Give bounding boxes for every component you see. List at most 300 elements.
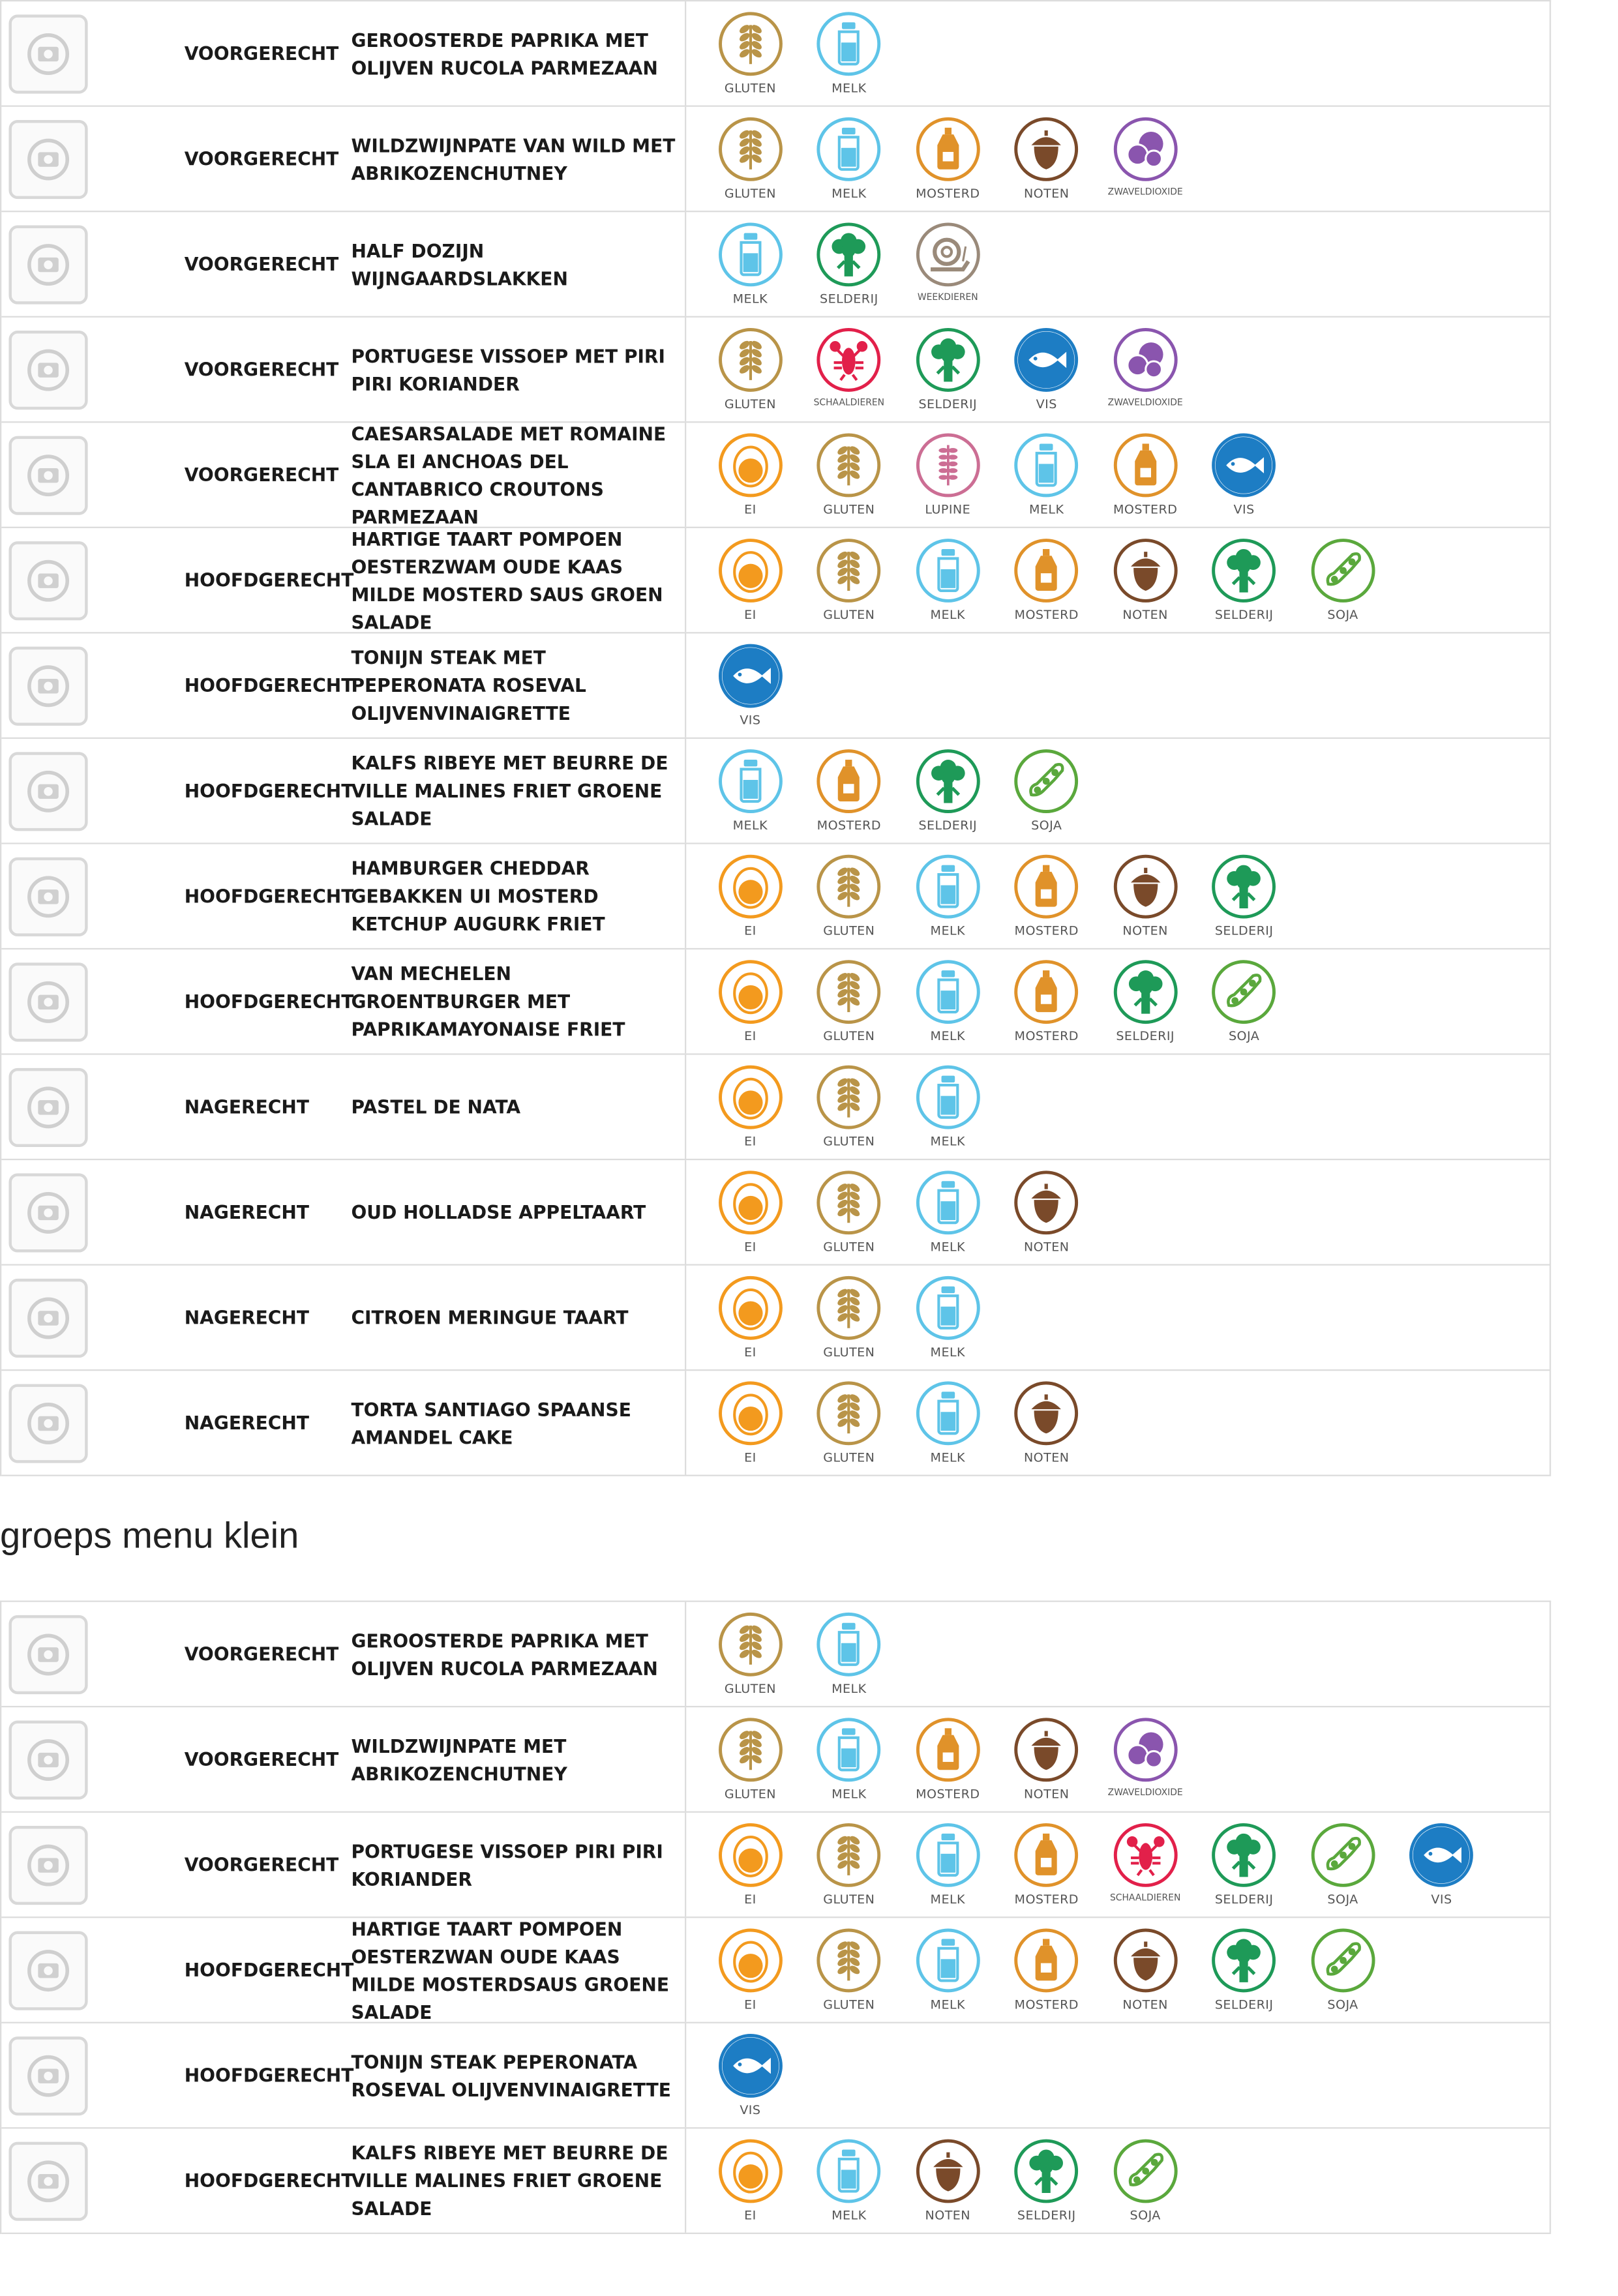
photo-cell xyxy=(1,318,171,421)
course-label: VOORGERECHT xyxy=(184,147,339,170)
acorn-icon xyxy=(1013,1380,1080,1447)
egg-icon xyxy=(717,432,784,499)
allergen-gluten xyxy=(800,1169,898,1255)
allergen-label: GLUTEN xyxy=(823,1893,875,1908)
dish-photo-placeholder[interactable] xyxy=(8,646,87,725)
photo-cell xyxy=(1,1371,171,1474)
photo-cell xyxy=(1,1602,171,1706)
allergen-label: GLUTEN xyxy=(823,1135,875,1150)
allergen-label: MOSTERD xyxy=(1014,608,1079,623)
dish-name: WILDZWIJNPATE MET ABRIKOZENCHUTNEY xyxy=(351,1707,686,1811)
allergen-noten xyxy=(1096,537,1194,623)
wheat-icon xyxy=(717,1611,784,1678)
allergen-label: MOSTERD xyxy=(1113,503,1178,518)
menu-row xyxy=(1,1918,1550,2023)
allergen-ei xyxy=(701,1274,800,1360)
photo-cell xyxy=(1,212,171,316)
dish-name: TONIJN STEAK MET PEPERONATA ROSEVAL OLIJVENVINAIGRETTE xyxy=(351,633,686,737)
allergen-label: VIS xyxy=(740,2104,761,2119)
acorn-icon xyxy=(1112,537,1179,604)
allergen-list xyxy=(686,1602,1550,1706)
allergen-label: GLUTEN xyxy=(823,1451,875,1467)
dish-photo-placeholder[interactable] xyxy=(8,962,87,1041)
dish-photo-placeholder[interactable] xyxy=(8,1615,87,1693)
allergen-melk xyxy=(899,1064,997,1150)
allergen-selderij xyxy=(1195,853,1293,939)
allergen-mosterd xyxy=(800,747,898,833)
allergen-label: NOTEN xyxy=(1122,1998,1168,2014)
allergen-soja xyxy=(1293,537,1392,623)
allergen-label: MELK xyxy=(930,1893,966,1908)
allergen-ei xyxy=(701,959,800,1045)
allergen-label: VIS xyxy=(1233,503,1255,518)
wheat-icon xyxy=(717,10,784,78)
allergen-label: SOJA xyxy=(1327,1998,1358,2014)
allergen-selderij xyxy=(899,326,997,412)
allergen-label: EI xyxy=(744,1346,757,1361)
allergen-list xyxy=(686,1707,1550,1811)
celery-icon xyxy=(914,747,981,814)
course-label: VOORGERECHT xyxy=(184,358,339,381)
allergen-mosterd xyxy=(997,1927,1096,2013)
celery-icon xyxy=(1210,1927,1278,1994)
allergen-label: SELDERIJ xyxy=(1116,1030,1175,1045)
allergen-list xyxy=(686,1918,1550,2021)
allergen-label: GLUTEN xyxy=(823,1998,875,2014)
allergen-label: MELK xyxy=(930,1135,966,1150)
allergen-ei xyxy=(701,432,800,518)
allergen-gluten xyxy=(800,432,898,518)
allergen-label: GLUTEN xyxy=(823,1240,875,1256)
egg-icon xyxy=(717,1821,784,1888)
allergen-zwaveldioxide xyxy=(1096,115,1194,198)
dish-photo-placeholder[interactable] xyxy=(8,857,87,936)
lobster-icon xyxy=(815,326,882,393)
allergen-mosterd xyxy=(899,1716,997,1802)
celery-icon xyxy=(1112,959,1179,1026)
course-label: HOOFDGERECHT xyxy=(184,674,354,696)
allergen-weekdieren xyxy=(899,221,997,303)
dish-photo-placeholder[interactable] xyxy=(8,1278,87,1357)
soy-icon xyxy=(1309,537,1376,604)
dish-photo-placeholder[interactable] xyxy=(8,435,87,514)
course-label: NAGERECHT xyxy=(184,1306,309,1329)
allergen-schaaldieren xyxy=(800,326,898,408)
allergen-label: SELDERIJ xyxy=(1214,608,1274,623)
allergen-label: MOSTERD xyxy=(916,1787,980,1803)
allergen-label: SELDERIJ xyxy=(1214,1893,1274,1908)
allergen-gluten xyxy=(800,1821,898,1907)
mustard-icon xyxy=(1013,1927,1080,1994)
dish-photo-placeholder[interactable] xyxy=(8,751,87,830)
allergen-vis xyxy=(1195,432,1293,518)
milk-bottle-icon xyxy=(1013,432,1080,499)
course-label: VOORGERECHT xyxy=(184,42,339,65)
allergen-label: SOJA xyxy=(1031,819,1062,834)
allergen-gluten xyxy=(800,1064,898,1150)
allergen-label: SOJA xyxy=(1327,1893,1358,1908)
wheat-icon xyxy=(717,115,784,183)
allergen-label: VIS xyxy=(740,713,761,729)
allergen-selderij xyxy=(1195,1821,1293,1907)
mustard-icon xyxy=(1013,537,1080,604)
allergen-label: MELK xyxy=(831,2209,867,2224)
dish-name: TORTA SANTIAGO SPAANSE AMANDEL CAKE xyxy=(351,1371,686,1474)
celery-icon xyxy=(1013,2138,1080,2205)
allergen-melk xyxy=(899,1927,997,2013)
allergen-label: MELK xyxy=(930,1346,966,1361)
allergen-label: EI xyxy=(744,1240,757,1256)
photo-cell xyxy=(1,1055,171,1159)
allergen-list xyxy=(686,318,1550,421)
allergen-list xyxy=(686,739,1550,842)
allergen-melk xyxy=(800,10,898,97)
allergen-label: GLUTEN xyxy=(724,1787,776,1803)
menu-row xyxy=(1,1602,1550,1708)
allergen-label: GLUTEN xyxy=(724,398,776,413)
milk-bottle-icon xyxy=(914,1064,981,1131)
allergen-label: MELK xyxy=(831,82,867,97)
allergen-ei xyxy=(701,853,800,939)
allergen-melk xyxy=(899,1821,997,1907)
allergen-mosterd xyxy=(899,115,997,201)
course-label: HOOFDGERECHT xyxy=(184,990,354,1013)
snail-icon xyxy=(914,221,981,288)
allergen-soja xyxy=(1096,2138,1194,2224)
milk-bottle-icon xyxy=(815,115,882,183)
allergen-label: NOTEN xyxy=(1122,924,1168,940)
allergen-mosterd xyxy=(997,537,1096,623)
menu-row xyxy=(1,2128,1550,2234)
allergen-noten xyxy=(997,1169,1096,1255)
allergen-melk xyxy=(899,1380,997,1466)
wheat-icon xyxy=(815,432,882,499)
dish-name: HALF DOZIJN WIJNGAARDSLAKKEN xyxy=(351,212,686,316)
menu-table-groeps-menu-klein xyxy=(0,1600,1551,2233)
allergen-list xyxy=(686,633,1550,737)
allergen-gluten xyxy=(800,537,898,623)
allergen-label: VIS xyxy=(1036,398,1057,413)
allergen-melk xyxy=(800,115,898,201)
celery-icon xyxy=(1210,537,1278,604)
celery-icon xyxy=(1210,853,1278,920)
dish-photo-placeholder[interactable] xyxy=(8,541,87,619)
allergen-list xyxy=(686,2023,1550,2127)
course-label: HOOFDGERECHT xyxy=(184,1959,354,1981)
allergen-soja xyxy=(997,747,1096,833)
photo-cell xyxy=(1,528,171,632)
allergen-label: SELDERIJ xyxy=(820,292,878,308)
allergen-selderij xyxy=(1195,537,1293,623)
mustard-icon xyxy=(1112,432,1179,499)
allergen-label: SOJA xyxy=(1327,608,1358,623)
milk-bottle-icon xyxy=(914,1274,981,1341)
milk-bottle-icon xyxy=(914,1169,981,1236)
allergen-ei xyxy=(701,1821,800,1907)
dish-photo-placeholder[interactable] xyxy=(8,1067,87,1146)
photo-cell xyxy=(1,633,171,737)
allergen-list xyxy=(686,528,1550,632)
course-label: NAGERECHT xyxy=(184,1096,309,1118)
allergen-noten xyxy=(997,1716,1096,1802)
allergen-gluten xyxy=(701,1611,800,1697)
allergen-label: SOJA xyxy=(1130,2209,1161,2224)
allergen-label: EI xyxy=(744,1451,757,1467)
allergen-label: MOSTERD xyxy=(1014,924,1079,940)
allergen-label: SELDERIJ xyxy=(1214,924,1274,940)
menu-row xyxy=(1,949,1550,1055)
allergen-label: MELK xyxy=(831,187,867,202)
egg-icon xyxy=(717,1927,784,1994)
allergen-vis xyxy=(997,326,1096,412)
dish-photo-placeholder[interactable] xyxy=(8,1720,87,1798)
course-label: HOOFDGERECHT xyxy=(184,2064,354,2087)
wheat-icon xyxy=(815,959,882,1026)
fish-icon xyxy=(717,2032,784,2099)
allergen-noten xyxy=(997,1380,1096,1466)
dish-photo-placeholder[interactable] xyxy=(8,1930,87,2009)
allergen-selderij xyxy=(1096,959,1194,1045)
dish-photo-placeholder[interactable] xyxy=(8,119,87,198)
dish-name: PORTUGESE VISSOEP PIRI PIRI KORIANDER xyxy=(351,1813,686,1916)
fish-icon xyxy=(717,642,784,709)
allergen-label: EI xyxy=(744,1893,757,1908)
menu-row xyxy=(1,318,1550,423)
allergen-list xyxy=(686,1160,1550,1264)
milk-bottle-icon xyxy=(717,747,784,814)
dish-name: GEROOSTERDE PAPRIKA MET OLIJVEN RUCOLA PARMEZAAN xyxy=(351,1602,686,1706)
allergen-selderij xyxy=(1195,1927,1293,2013)
allergen-label: WEEKDIEREN xyxy=(917,292,978,303)
menu-row xyxy=(1,1,1550,107)
wheat-icon xyxy=(815,1064,882,1131)
allergen-ei xyxy=(701,537,800,623)
milk-bottle-icon xyxy=(914,537,981,604)
course-label: VOORGERECHT xyxy=(184,464,339,486)
allergen-label: MELK xyxy=(930,1240,966,1256)
allergen-label: SCHAALDIEREN xyxy=(813,398,885,408)
wheat-icon xyxy=(815,1169,882,1236)
allergen-gluten xyxy=(800,959,898,1045)
mustard-icon xyxy=(1013,1821,1080,1888)
wheat-icon xyxy=(815,1274,882,1341)
allergen-soja xyxy=(1195,959,1293,1045)
lupine-icon xyxy=(914,432,981,499)
allergen-melk xyxy=(899,1274,997,1360)
acorn-icon xyxy=(1112,1927,1179,1994)
allergen-melk xyxy=(899,959,997,1045)
allergen-gluten xyxy=(701,1716,800,1802)
allergen-zwaveldioxide xyxy=(1096,1716,1194,1798)
allergen-list xyxy=(686,212,1550,316)
milk-bottle-icon xyxy=(914,853,981,920)
allergen-vis xyxy=(701,2032,800,2118)
allergen-gluten xyxy=(800,853,898,939)
fish-icon xyxy=(1408,1821,1475,1888)
allergen-label: LUPINE xyxy=(925,503,971,518)
allergen-melk xyxy=(899,537,997,623)
allergen-label: EI xyxy=(744,503,757,518)
egg-icon xyxy=(717,959,784,1026)
dish-photo-placeholder[interactable] xyxy=(8,224,87,303)
allergen-label: NOTEN xyxy=(1023,187,1070,202)
acorn-icon xyxy=(1013,1716,1080,1783)
dish-name: WILDZWIJNPATE VAN WILD MET ABRIKOZENCHUTNEY xyxy=(351,107,686,211)
allergen-label: MELK xyxy=(930,1451,966,1467)
allergen-label: MELK xyxy=(831,1787,867,1803)
mustard-icon xyxy=(1013,959,1080,1026)
wheat-icon xyxy=(815,853,882,920)
menu-row xyxy=(1,1160,1550,1266)
photo-cell xyxy=(1,1707,171,1811)
allergen-label: MELK xyxy=(732,292,768,308)
allergen-gluten xyxy=(800,1274,898,1360)
egg-icon xyxy=(717,1064,784,1131)
allergen-melk xyxy=(800,2138,898,2224)
allergen-label: MELK xyxy=(930,608,966,623)
acorn-icon xyxy=(914,2138,981,2205)
allergen-soja xyxy=(1293,1821,1392,1907)
milk-bottle-icon xyxy=(914,1821,981,1888)
molecule-icon xyxy=(1112,115,1179,183)
allergen-label: EI xyxy=(744,924,757,940)
dish-name: HARTIGE TAART POMPOEN OESTERZWAN OUDE KAAS MILDE MOSTERDSAUS GROENE SALADE xyxy=(351,1918,686,2021)
soy-icon xyxy=(1210,959,1278,1026)
wheat-icon xyxy=(815,1821,882,1888)
photo-cell xyxy=(1,107,171,211)
allergen-label: SELDERIJ xyxy=(918,398,978,413)
photo-cell xyxy=(1,2128,171,2232)
allergen-label: EI xyxy=(744,1135,757,1150)
allergen-soja xyxy=(1293,1927,1392,2013)
allergen-ei xyxy=(701,1927,800,2013)
course-label: NAGERECHT xyxy=(184,1412,309,1434)
allergen-gluten xyxy=(701,115,800,201)
allergen-gluten xyxy=(701,326,800,412)
milk-bottle-icon xyxy=(914,959,981,1026)
allergen-mosterd xyxy=(997,853,1096,939)
allergen-label: GLUTEN xyxy=(724,187,776,202)
fish-icon xyxy=(1013,326,1080,393)
course-label: VOORGERECHT xyxy=(184,1643,339,1665)
photo-cell xyxy=(1,844,171,948)
milk-bottle-icon xyxy=(815,10,882,78)
allergen-selderij xyxy=(997,2138,1096,2224)
milk-bottle-icon xyxy=(815,1611,882,1678)
dish-photo-placeholder[interactable] xyxy=(8,1825,87,1904)
dish-photo-placeholder[interactable] xyxy=(8,2036,87,2115)
allergen-ei xyxy=(701,2138,800,2224)
allergen-melk xyxy=(899,853,997,939)
dish-name: PORTUGESE VISSOEP MET PIRI PIRI KORIANDER xyxy=(351,318,686,421)
photo-cell xyxy=(1,1813,171,1916)
course-label: HOOFDGERECHT xyxy=(184,779,354,802)
milk-bottle-icon xyxy=(815,2138,882,2205)
allergen-label: GLUTEN xyxy=(823,1030,875,1045)
dish-photo-placeholder[interactable] xyxy=(8,2141,87,2220)
wheat-icon xyxy=(815,1927,882,1994)
allergen-noten xyxy=(1096,853,1194,939)
menu-row xyxy=(1,107,1550,213)
egg-icon xyxy=(717,537,784,604)
course-label: NAGERECHT xyxy=(184,1200,309,1223)
soy-icon xyxy=(1013,747,1080,814)
course-label: VOORGERECHT xyxy=(184,253,339,275)
dish-photo-placeholder[interactable] xyxy=(8,14,87,93)
dish-name: CAESARSALADE MET ROMAINE SLA EI ANCHOAS DEL CANTABRICO CROUTONS PARMEZAAN xyxy=(351,423,686,526)
dish-name: GEROOSTERDE PAPRIKA MET OLIJVEN RUCOLA PARMEZAAN xyxy=(351,1,686,105)
allergen-list xyxy=(686,1266,1550,1369)
allergen-noten xyxy=(997,115,1096,201)
allergen-label: SELDERIJ xyxy=(1214,1998,1274,2014)
lobster-icon xyxy=(1112,1821,1179,1888)
course-label: HOOFDGERECHT xyxy=(184,2169,354,2192)
dish-name: HARTIGE TAART POMPOEN OESTERZWAM OUDE KAAS MILDE MOSTERD SAUS GROEN SALADE xyxy=(351,528,686,632)
allergen-melk xyxy=(997,432,1096,518)
allergen-melk xyxy=(800,1611,898,1697)
menu-row xyxy=(1,739,1550,844)
allergen-label: EI xyxy=(744,1030,757,1045)
allergen-mosterd xyxy=(997,1821,1096,1907)
allergen-ei xyxy=(701,1169,800,1255)
allergen-list xyxy=(686,1,1550,105)
allergen-label: MOSTERD xyxy=(1014,1030,1079,1045)
allergen-ei xyxy=(701,1380,800,1466)
menu-row xyxy=(1,2023,1550,2129)
dish-photo-placeholder[interactable] xyxy=(8,1383,87,1462)
allergen-list xyxy=(686,844,1550,948)
allergen-list xyxy=(686,1813,1550,1916)
photo-cell xyxy=(1,1918,171,2021)
allergen-gluten xyxy=(800,1380,898,1466)
allergen-melk xyxy=(701,747,800,833)
dish-name: OUD HOLLADSE APPELTAART xyxy=(351,1160,686,1264)
dish-photo-placeholder[interactable] xyxy=(8,330,87,409)
allergen-label: MELK xyxy=(831,1682,867,1697)
allergen-label: NOTEN xyxy=(1023,1787,1070,1803)
allergen-noten xyxy=(1096,1927,1194,2013)
acorn-icon xyxy=(1013,115,1080,183)
allergen-selderij xyxy=(899,747,997,833)
soy-icon xyxy=(1309,1927,1376,1994)
allergen-label: ZWAVELDIOXIDE xyxy=(1107,398,1183,408)
menu-row xyxy=(1,212,1550,318)
allergen-label: EI xyxy=(744,2209,757,2224)
mustard-icon xyxy=(815,747,882,814)
allergen-gluten xyxy=(701,10,800,97)
allergen-label: GLUTEN xyxy=(823,503,875,518)
allergen-label: MOSTERD xyxy=(816,819,882,834)
celery-icon xyxy=(815,221,882,288)
soy-icon xyxy=(1309,1821,1376,1888)
allergen-label: ZWAVELDIOXIDE xyxy=(1107,187,1183,198)
dish-name: CITROEN MERINGUE TAART xyxy=(351,1266,686,1369)
menu-row xyxy=(1,528,1550,634)
course-label: HOOFDGERECHT xyxy=(184,885,354,908)
allergen-vis xyxy=(1392,1821,1491,1907)
photo-cell xyxy=(1,1160,171,1264)
mustard-icon xyxy=(914,115,981,183)
allergen-melk xyxy=(800,1716,898,1802)
milk-bottle-icon xyxy=(914,1380,981,1447)
allergen-label: GLUTEN xyxy=(724,1682,776,1697)
allergen-list xyxy=(686,1371,1550,1474)
course-label: VOORGERECHT xyxy=(184,1853,339,1876)
allergen-label: SELDERIJ xyxy=(918,819,978,834)
dish-name: KALFS RIBEYE MET BEURRE DE VILLE MALINES FRIET GROENE SALADE xyxy=(351,739,686,842)
dish-photo-placeholder[interactable] xyxy=(8,1172,87,1251)
allergen-label: MOSTERD xyxy=(916,187,980,202)
